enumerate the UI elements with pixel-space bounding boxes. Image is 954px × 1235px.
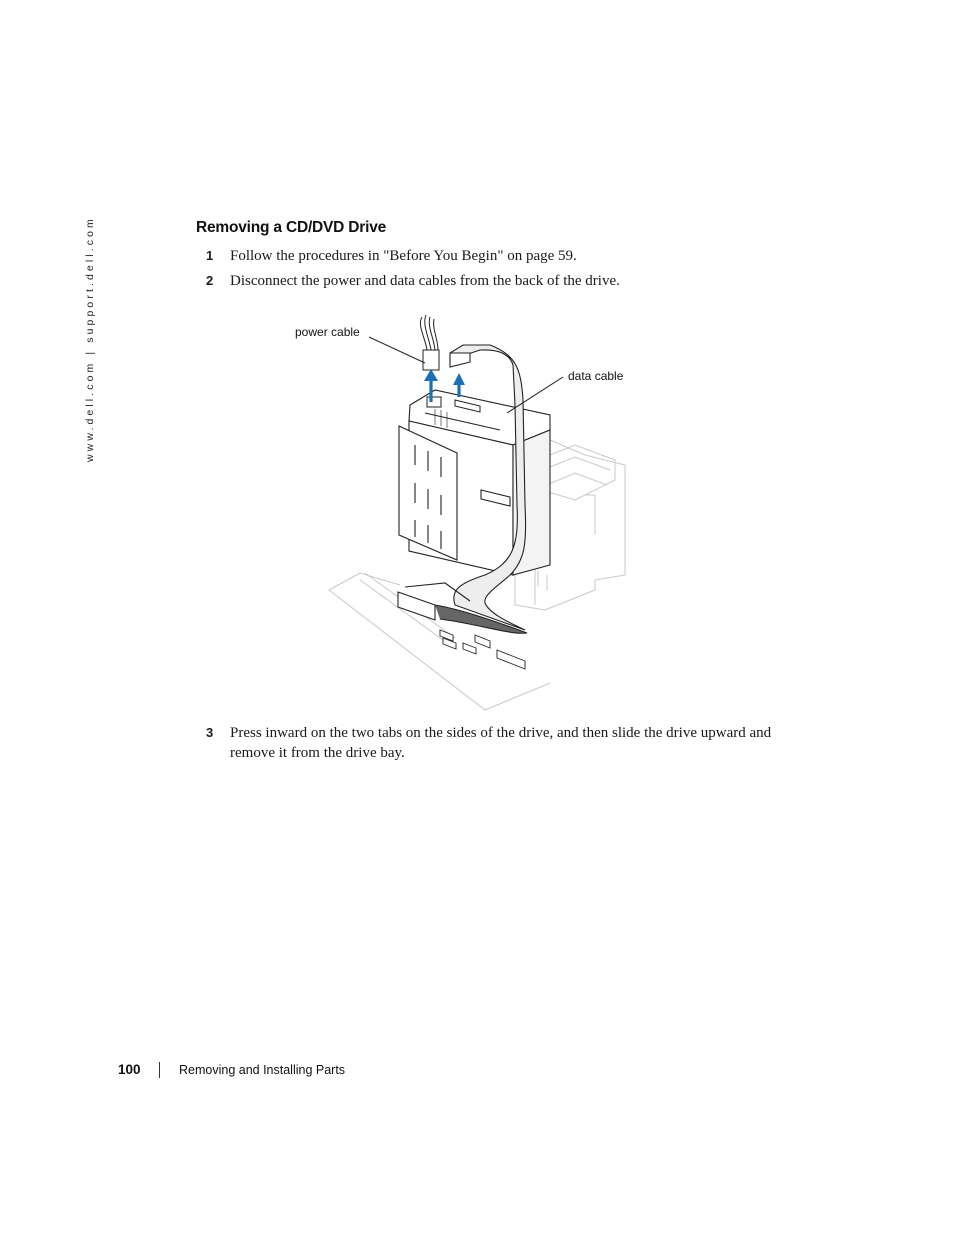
step-number: 1 <box>206 248 214 263</box>
step-item <box>206 271 806 291</box>
drive-removal-illustration <box>285 305 645 715</box>
sidebar-url: www.dell.com | support.dell.com <box>84 216 96 462</box>
footer-divider <box>159 1062 160 1078</box>
step-number: 3 <box>206 725 214 740</box>
step-item <box>206 723 806 763</box>
step-text: Disconnect the power and data cables from the back of the drive. <box>230 273 620 289</box>
power-connector <box>427 397 441 407</box>
page-number: 100 <box>118 1062 141 1077</box>
data-cable-label: data cable <box>568 369 624 383</box>
drive-illustration-svg <box>285 305 645 715</box>
ribbon-top-plug <box>450 353 470 367</box>
cd-dvd-drive <box>399 390 550 575</box>
motherboard-parts <box>440 630 525 669</box>
chapter-title: Removing and Installing Parts <box>179 1063 346 1077</box>
arrow-up-icon <box>424 369 438 381</box>
section-title: Removing a CD/DVD Drive <box>196 219 387 236</box>
power-cable-leader <box>369 337 425 363</box>
power-cable-label: power cable <box>295 325 360 339</box>
step-number: 2 <box>206 273 214 288</box>
background-motherboard <box>329 573 550 710</box>
arrow-up-icon <box>453 373 465 385</box>
step-text: Press inward on the two tabs on the sides of the drive, and then slide the drive upward and remove it from the drive bay. <box>230 725 772 761</box>
step-item <box>206 246 806 266</box>
step-text: Follow the procedures in "Before You Begin" on page 59. <box>230 248 577 264</box>
ribbon-board-plug <box>398 592 435 620</box>
